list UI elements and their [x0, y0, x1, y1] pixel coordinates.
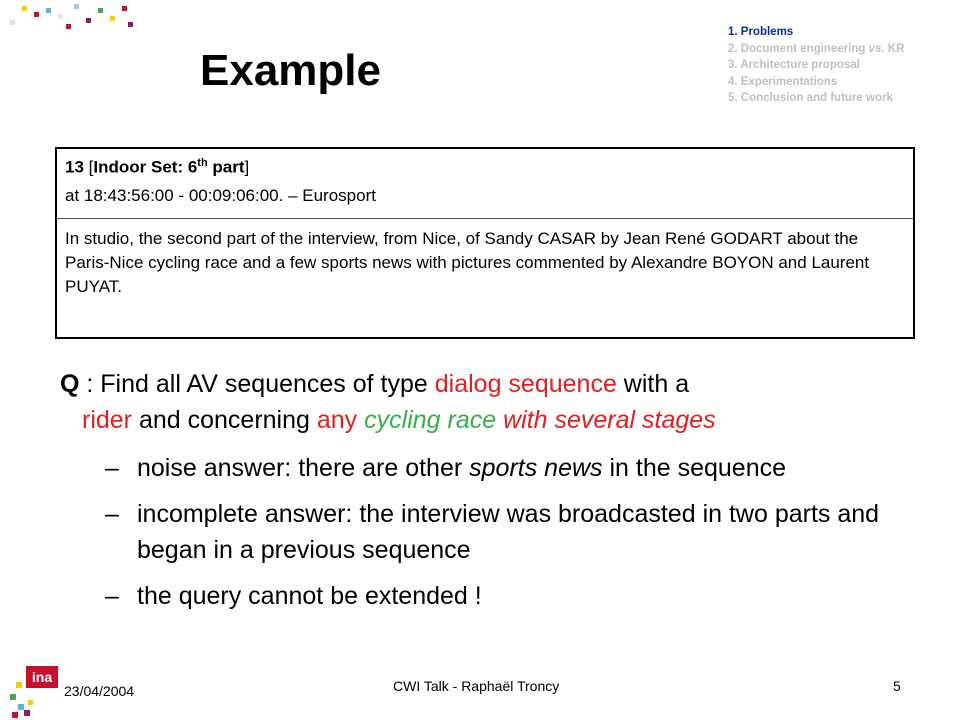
bullet-text: noise answer: there are other: [137, 454, 470, 482]
bullet-dash: –: [105, 582, 119, 610]
bullet-emphasis: sports news: [469, 454, 603, 482]
bullet-dash: –: [105, 500, 119, 528]
outline-item-conclusion: 5. Conclusion and future work: [728, 92, 893, 104]
outline-item-problems: 1. Problems: [728, 26, 794, 38]
record-box: [55, 147, 915, 339]
outline-nav: [728, 24, 904, 107]
answer-list: [105, 450, 905, 624]
outline-item-architecture: 3. Architecture proposal: [728, 59, 860, 71]
query-text-2: with a: [616, 370, 690, 398]
record-bracket-open: [: [88, 157, 94, 177]
ina-logo-text: ina: [31, 669, 53, 685]
record-number: 13: [65, 157, 84, 177]
record-description: In studio, the second part of the interview, from Nice, of Sandy CASAR by Jean René GODART about the Paris-Nice cycling race and a few sports news with pictures commented by Alexandre BOYON and Laurent PUYAT.: [65, 229, 870, 296]
query-term-cycling: cycling race: [364, 406, 497, 434]
bullet-text: the query cannot be extended !: [137, 582, 482, 610]
outline-item-experimentations: 4. Experimentations: [728, 75, 838, 88]
record-bracket-close: ]: [244, 157, 250, 177]
query-lead: Q: [60, 370, 80, 398]
record-set-sup: th: [197, 157, 208, 169]
query-statement: [60, 366, 920, 438]
bullet-noise: [105, 450, 905, 486]
bullet-text-end: in the sequence: [602, 454, 787, 482]
query-text-3: and concerning: [132, 406, 317, 434]
bullet-incomplete: [105, 496, 905, 568]
record-time: at 18:43:56:00 - 00:09:06:00. – Eurosport: [65, 185, 376, 205]
footer-title: CWI Talk - Raphaël Troncy: [393, 678, 560, 694]
record-set-part: part: [207, 157, 245, 177]
query-text-1: : Find all AV sequences of type: [79, 370, 435, 398]
record-header: [57, 149, 913, 219]
record-title: [65, 157, 905, 178]
query-term-dialog: dialog sequence: [434, 370, 617, 398]
bullet-dash: –: [105, 454, 119, 482]
slide-title: Example: [200, 46, 381, 95]
footer-date: 23/04/2004: [64, 683, 135, 699]
record-set-label: Indoor Set: 6: [93, 157, 198, 177]
query-term-stages: with several stages: [496, 406, 716, 434]
ina-logo: [10, 660, 70, 720]
bullet-text: incomplete answer: the interview was broadcasted in two parts and began in a previous sequence: [137, 500, 880, 564]
query-term-rider: rider: [82, 406, 133, 434]
bullet-not-extendable: [105, 578, 905, 614]
decorative-pixels-top: [0, 0, 140, 40]
outline-item-doc-engineering: 2. Document engineering vs. KR: [728, 42, 905, 55]
query-term-any: any: [316, 406, 358, 434]
footer-page-number: 5: [893, 678, 901, 694]
